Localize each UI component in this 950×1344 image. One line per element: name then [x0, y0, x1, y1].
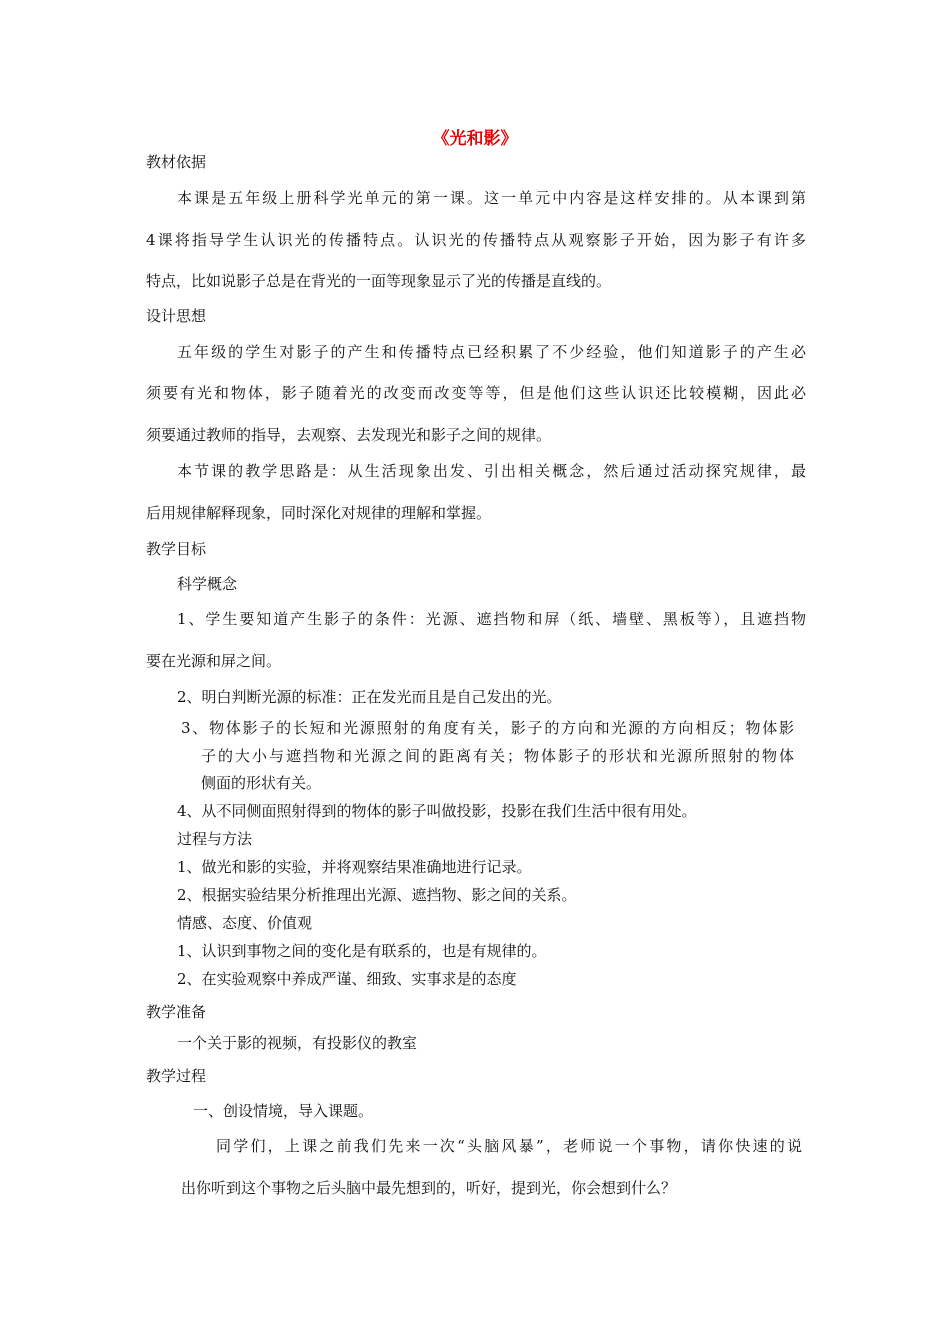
section-heading-materials: 教材依据 [146, 153, 207, 171]
subheading: 过程与方法 [177, 830, 253, 848]
paragraph-line: 一个关于影的视频，有投影仪的教室 [177, 1034, 418, 1052]
paragraph-line: 出你听到这个事物之后头脑中最先想到的，听好，提到光，你会想到什么？ [181, 1179, 677, 1197]
paragraph-line: 须要有光和物体，影子随着光的改变而改变等等，但是他们这些认识还比较模糊，因此必 [146, 384, 806, 402]
paragraph-line: 五年级的学生对影子的产生和传播特点已经积累了不少经验，他们知道影子的产生必 [177, 343, 806, 361]
list-item: 2、明白判断光源的标准：正在发光而且是自己发出的光。 [177, 688, 562, 706]
subheading: 科学概念 [177, 575, 238, 593]
paragraph-line: 须要通过教师的指导，去观察、去发现光和影子之间的规律。 [146, 426, 552, 444]
section-heading-objectives: 教学目标 [146, 540, 207, 558]
list-item-continued: 要在光源和屏之间。 [146, 652, 282, 670]
document-title: 《光和影》 [432, 129, 518, 149]
list-item: 2、在实验观察中养成严谨、细致、实事求是的态度 [177, 970, 517, 988]
list-item-continued: 侧面的形状有关。 [201, 774, 322, 792]
paragraph-line: 本节课的教学思路是：从生活现象出发、引出相关概念，然后通过活动探究规律，最 [177, 462, 806, 480]
section-heading-design: 设计思想 [146, 307, 207, 325]
subheading: 情感、态度、价值观 [177, 914, 313, 932]
list-item: 3、物体影子的长短和光源照射的角度有关，影子的方向和光源的方向相反；物体影 [181, 719, 794, 737]
list-item: 1、做光和影的实验，并将观察结果准确地进行记录。 [177, 858, 532, 876]
paragraph-line: 后用规律解释现象，同时深化对规律的理解和掌握。 [146, 504, 492, 522]
list-item-continued: 子的大小与遮挡物和光源之间的距离有关；物体影子的形状和光源所照射的物体 [201, 747, 794, 765]
list-item: 4、从不同侧面照射得到的物体的影子叫做投影，投影在我们生活中很有用处。 [177, 802, 697, 820]
section-heading-process: 教学过程 [146, 1067, 207, 1085]
paragraph-line: 4课将指导学生认识光的传播特点。认识光的传播特点从观察影子开始，因为影子有许多 [146, 231, 806, 249]
list-item: 2、根据实验结果分析推理出光源、遮挡物、影之间的关系。 [177, 886, 577, 904]
paragraph-line: 本课是五年级上册科学光单元的第一课。这一单元中内容是这样安排的。从本课到第 [177, 189, 806, 207]
list-item: 1、认识到事物之间的变化是有联系的，也是有规律的。 [177, 942, 547, 960]
section-heading-preparation: 教学准备 [146, 1003, 207, 1021]
paragraph-line: 特点，比如说影子总是在背光的一面等现象显示了光的传播是直线的。 [146, 272, 612, 290]
list-item: 1、学生要知道产生影子的条件：光源、遮挡物和屏（纸、墙壁、黑板等），且遮挡物 [177, 610, 806, 628]
step-heading: 一、创设情境，导入课题。 [193, 1102, 374, 1120]
paragraph-line: 同学们，上课之前我们先来一次“头脑风暴”，老师说一个事物，请你快速的说 [216, 1137, 802, 1155]
